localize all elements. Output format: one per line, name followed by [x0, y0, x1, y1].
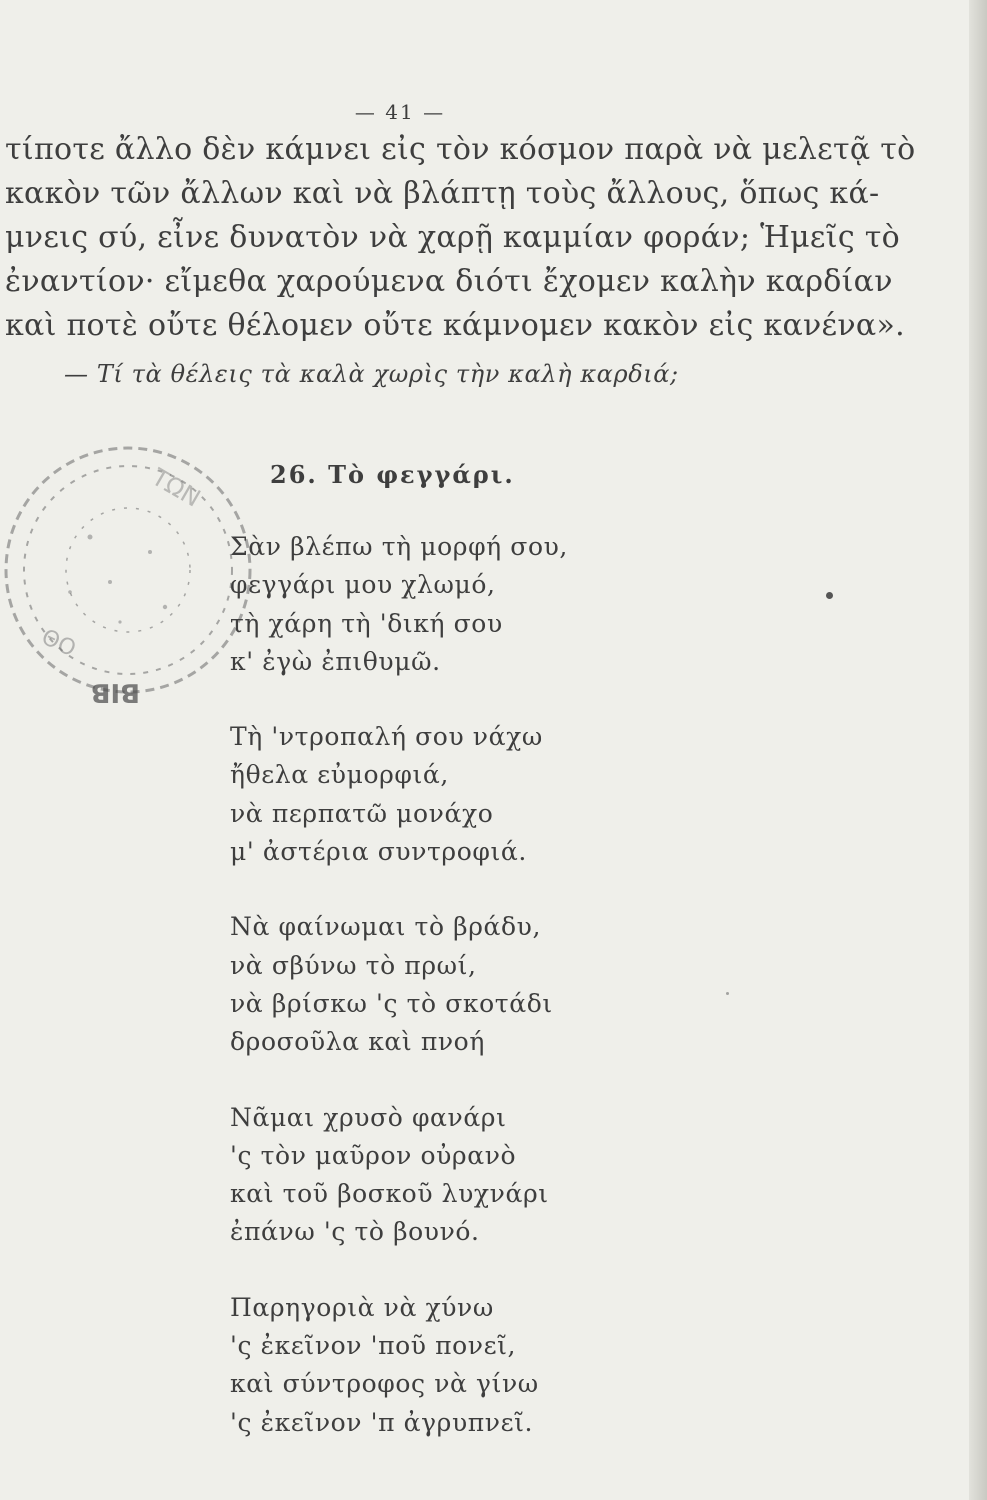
ink-speck	[826, 592, 833, 599]
poem-verse: Τὴ 'ντροπαλή σου νάχω	[230, 722, 543, 752]
poem-title: 26. Τὸ φεγγάρι.	[270, 460, 515, 489]
prose-line: καὶ ποτὲ οὔτε θέλομεν οὔτε κάμνομεν κακὸν εἰς κανένα».	[5, 308, 905, 343]
prose-line: τίποτε ἄλλο δὲν κάμνει εἰς τὸν κόσμον παρὰ νὰ μελετᾷ τὸ	[5, 132, 916, 167]
poem-verse: νὰ βρίσκω 'ς τὸ σκοτάδι	[230, 988, 553, 1018]
poem-verse: νὰ σβύνω τὸ πρωί,	[230, 950, 477, 980]
svg-text:ΒΙΒ: ΒΙΒ	[90, 677, 140, 707]
poem-verse: τὴ χάρη τὴ 'δική σου	[230, 608, 503, 638]
poem-stanza	[230, 528, 568, 681]
poem-stanza	[230, 718, 568, 871]
poem-verse: Σὰν βλέπω τὴ μορφή σου,	[230, 532, 568, 561]
page-number: — 41 —	[354, 100, 446, 124]
poem-verse: δροσοῦλα καὶ πνοή	[230, 1027, 485, 1057]
poem	[230, 528, 568, 1479]
poem-verse: ἐπάνω 'ς τὸ βουνό.	[230, 1217, 480, 1247]
poem-verse: Νᾶμαι χρυσὸ φανάρι	[230, 1102, 507, 1132]
poem-verse: ἤθελα εὐμορφιά,	[230, 760, 449, 790]
poem-verse: Νὰ φαίνωμαι τὸ βράδυ,	[230, 912, 542, 942]
poem-verse: μ' ἀστέρια συντροφιά.	[230, 837, 527, 867]
proverb-quote: — Τί τὰ θέλεις τὰ καλὰ χωρὶς τὴν καλὴ καρδιά;	[64, 360, 679, 388]
poem-stanza	[230, 908, 568, 1061]
poem-verse: καὶ σύντροφος νὰ γίνω	[230, 1369, 539, 1399]
prose-paragraph	[5, 128, 916, 348]
poem-verse: Παρηγοριὰ νὰ χύνω	[230, 1292, 494, 1322]
poem-verse: φεγγάρι μου χλωμό,	[230, 570, 496, 600]
ink-speck	[726, 992, 729, 995]
poem-verse: 'ς ἐκεῖνον 'π ἀγρυπνεῖ.	[230, 1407, 534, 1437]
prose-line: μνεις σύ, εἶνε δυνατὸν νὰ χαρῇ καμμίαν φοράν; Ἡμεῖς τὸ	[5, 220, 901, 255]
poem-verse: 'ς τὸν μαῦρον οὐρανὸ	[230, 1140, 517, 1170]
prose-line: κακὸν τῶν ἄλλων καὶ νὰ βλάπτῃ τοὺς ἄλλους, ὅπως κά-	[5, 176, 880, 211]
poem-verse: καὶ τοῦ βοσκοῦ λυχνάρι	[230, 1179, 549, 1209]
poem-verse: νὰ περπατῶ μονάχο	[230, 798, 494, 828]
prose-line: ἐναντίον· εἴμεθα χαρούμενα διότι ἔχομεν καλὴν καρδίαν	[5, 264, 893, 299]
poem-stanza	[230, 1289, 568, 1442]
poem-verse: κ' ἐγὼ ἐπιθυμῶ.	[230, 646, 441, 676]
poem-verse: 'ς ἐκεῖνον 'ποῦ πονεῖ,	[230, 1331, 517, 1361]
page-edge-shadow	[969, 0, 987, 1500]
svg-text:ΘΟ: ΘΟ	[37, 624, 80, 663]
svg-text:ΤΩΝ: ΤΩΝ	[147, 462, 206, 513]
poem-stanza	[230, 1099, 568, 1252]
